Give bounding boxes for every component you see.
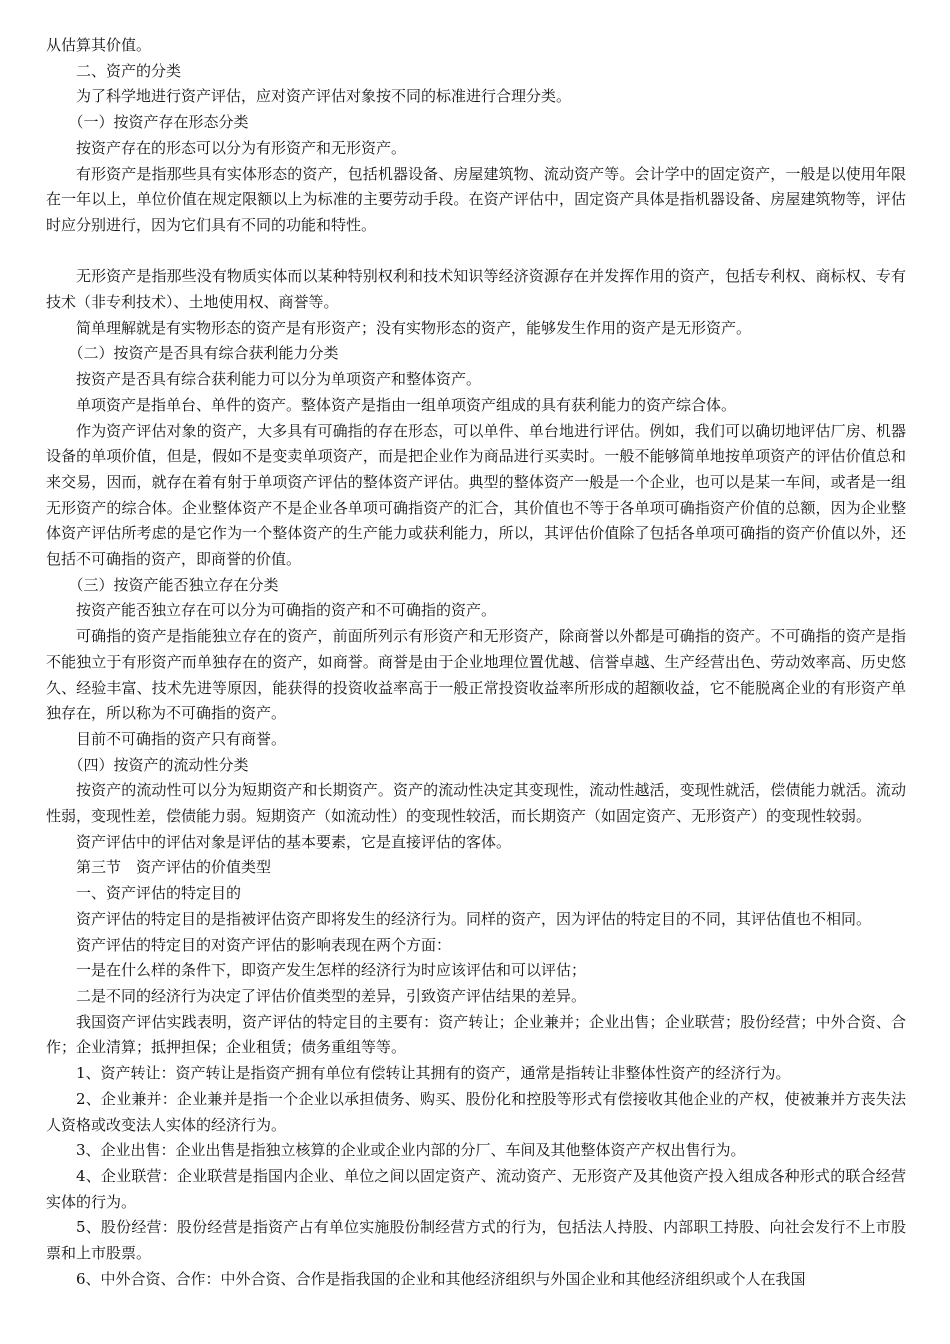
paragraph: 从估算其价值。 <box>46 36 152 54</box>
paragraph: 我国资产评估实践表明，资产评估的特定目的主要有：资产转让；企业兼并；企业出售；企业联营；股份经营；中外合资、合作；企业清算；抵押担保；企业租赁；债务重组等等。 <box>46 1012 906 1057</box>
paragraph: 单项资产是指单台、单件的资产。整体资产是指由一组单项资产组成的具有获利能力的资产综合体。 <box>76 395 737 414</box>
paragraph: 资产评估的特定目的是指被评估资产即将发生的经济行为。同样的资产，因为评估的特定目的不同，其评估值也不相同。 <box>76 909 872 928</box>
paragraph: 可确指的资产是指能独立存在的资产，前面所列示有形资产和无形资产，除商誉以外都是可确指的资产。不可确指的资产是指不能独立于有形资产而单独存在的资产，如商誉。商誉是由于企业地理位置优越、信誉卓越、生产经营出色、劳动效率高、历史悠久、经验丰富、技术先进等原因，能获得的投资收益率高于一般正常投资收益率所形成的超额收益，它不能脱离企业的有形资产单独存在，所以称为不可确指的资产。 <box>46 627 906 723</box>
paragraph: 第三节 资产评估的价值类型 <box>76 858 272 877</box>
paragraph: （二）按资产是否具有综合获利能力分类 <box>68 344 339 363</box>
paragraph: 二是不同的经济行为决定了评估价值类型的差异，引致资产评估结果的差异。 <box>76 987 587 1005</box>
paragraph: （一）按资产存在形态分类 <box>68 113 249 132</box>
paragraph: 按资产存在的形态可以分为有形资产和无形资产。 <box>76 138 407 157</box>
paragraph: 一是在什么样的条件下，即资产发生怎样的经济行为时应该评估和可以评估； <box>76 961 587 980</box>
paragraph: 按资产的流动性可以分为短期资产和长期资产。资产的流动性决定其变现性，流动性越活，变现性就活，偿债能力就活。流动性弱，变现性差，偿债能力弱。短期资产（如流动性）的变现性较活，而长期资产（如固定资产、无形资产）的变现性较弱。 <box>46 781 906 826</box>
paragraph: 无形资产是指那些没有物质实体而以某种特别权利和技术知识等经济资源存在并发挥作用的资产，包括专利权、商标权、专有技术（非专利技术）、土地使用权、商誉等。 <box>46 267 906 312</box>
paragraph: 简单理解就是有实物形态的资产是有形资产；没有实物形态的资产，能够发生作用的资产是无形资产。 <box>76 318 752 337</box>
paragraph: 为了科学地进行资产评估，应对资产评估对象按不同的标准进行合理分类。 <box>76 87 572 106</box>
paragraph: 2、企业兼并：企业兼并是指一个企业以承担债务、购买、股份化和控股等形式有偿接收其他企业的产权，使被兼并方丧失法人资格或改变法人实体的经济行为。 <box>46 1089 906 1134</box>
paragraph: 作为资产评估对象的资产，大多具有可确指的存在形态，可以单件、单台地进行评估。例如，我们可以确切地评估厂房、机器设备的单项价值，但是，假如不是变卖单项资产，而是把企业作为商品进行买卖时。一般不能够简单地按单项资产的评估价值总和来交易，因而，就存在着有射于单项资产评估的整体资产评估。典型的整体资产一般是一个企业，也可以是某一车间，或者是一组无形资产的综合体。企业整体资产不是企业各单项可确指资产的汇合，其价值也不等于各单项可确指资产价值的总额，因为企业整体资产评估所考虑的是它作为一个整体资产的生产能力或获利能力，所以，其评估价值除了包括各单项可确指的资产价值以外，还包括不可确指的资产，即商誉的价值。 <box>46 421 906 569</box>
paragraph: 二、资产的分类 <box>76 61 182 80</box>
paragraph: 1、资产转让：资产转让是指资产拥有单位有偿转让其拥有的资产，通常是指转让非整体性资产的经济行为。 <box>76 1064 791 1083</box>
paragraph: 5、股份经营：股份经营是指资产占有单位实施股份制经营方式的行为，包括法人持股、内部职工持股、向社会发行不上市股票和上市股票。 <box>46 1218 906 1263</box>
paragraph: 有形资产是指那些具有实体形态的资产，包括机器设备、房屋建筑物、流动资产等。会计学中的固定资产，一般是以使用年限在一年以上，单位价值在规定限额以上为标准的主要劳动手段。在资产评估中，固定资产具体是指机器设备、房屋建筑物等，评估时应分别进行，因为它们具有不同的功能和特性。 <box>46 164 906 234</box>
paragraph: 按资产能否独立存在可以分为可确指的资产和不可确指的资产。 <box>76 601 497 620</box>
blank-line <box>46 239 906 265</box>
paragraph: （三）按资产能否独立存在分类 <box>68 575 279 594</box>
paragraph: 目前不可确指的资产只有商誉。 <box>76 729 287 748</box>
paragraph: 按资产是否具有综合获利能力可以分为单项资产和整体资产。 <box>76 370 482 389</box>
paragraph: 资产评估的特定目的对资产评估的影响表现在两个方面： <box>76 935 452 954</box>
paragraph: 一、资产评估的特定目的 <box>76 884 242 903</box>
paragraph: （四）按资产的流动性分类 <box>68 755 249 774</box>
paragraph: 资产评估中的评估对象是评估的基本要素，它是直接评估的客体。 <box>76 832 512 851</box>
paragraph: 4、企业联营：企业联营是指国内企业、单位之间以固定资产、流动资产、无形资产及其他资产投入组成各种形式的联合经营实体的行为。 <box>46 1166 906 1211</box>
paragraph: 3、企业出售：企业出售是指独立核算的企业或企业内部的分厂、车间及其他整体资产产权出售行为。 <box>76 1141 746 1160</box>
paragraph: 6、中外合资、合作：中外合资、合作是指我国的企业和其他经济组织与外国企业和其他经济组织或个人在我国 <box>76 1269 806 1288</box>
